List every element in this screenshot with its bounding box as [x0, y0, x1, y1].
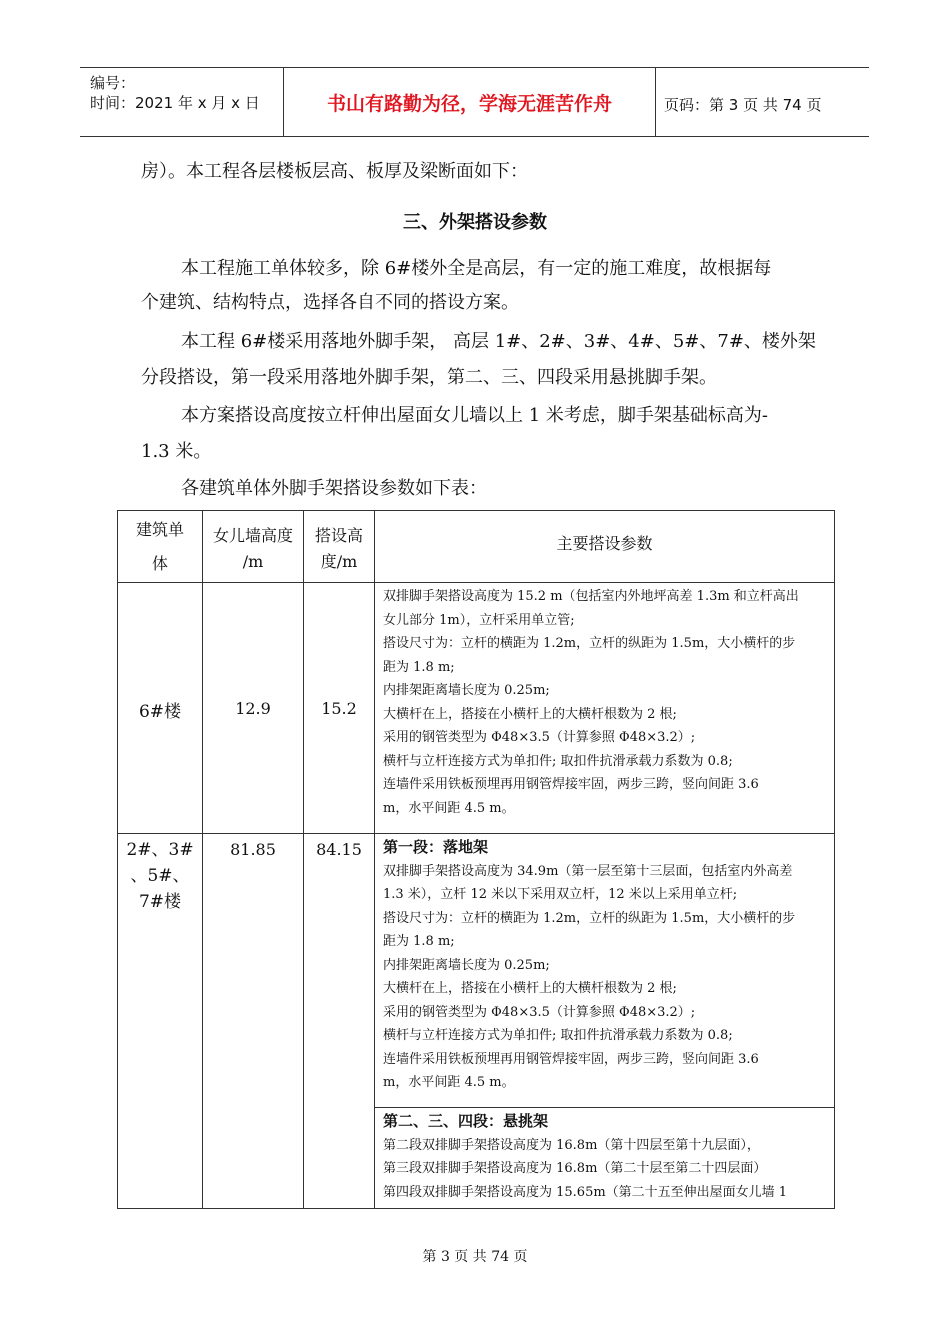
- code-label: 编号：: [90, 74, 136, 92]
- param-line: 采用的钢管类型为 Φ48×3.5（计算参照 Φ48×3.2）;: [383, 730, 696, 745]
- text-line: 分段搭设，第一段采用落地外脚手架，第二、三、四段采用悬挑脚手架。: [141, 367, 717, 388]
- param-line: 双排脚手架搭设高度为 34.9m（第一层至第十三层面，包括室内外高差: [383, 863, 793, 879]
- text-line: 个建筑、结构特点，选择各自不同的搭设方案。: [141, 292, 519, 313]
- header-meta: [80, 68, 284, 136]
- param-line: 1.3 米），立杆 12 米以下采用双立杆，12 米以上采用单立杆;: [383, 887, 738, 902]
- header-motto: 书山有路勤为径，学海无涯苦作舟: [284, 68, 656, 136]
- header-erection-height: 搭设高 度/m: [314, 526, 363, 571]
- param-line: 第三段双排脚手架搭设高度为 16.8m（第二十层至第二十四层面）: [383, 1161, 767, 1176]
- param-line: 连墙件采用铁板预埋再用钢管焊接牢固，两步三跨，竖向间距 3.6: [383, 777, 759, 792]
- param-line: 搭设尺寸为：立杆的横距为 1.2m，立杆的纵距为 1.5m，大小横杆的步: [383, 910, 796, 926]
- page-header: [80, 67, 869, 137]
- param-line: 内排架距离墙长度为 0.25m;: [383, 683, 550, 698]
- page-footer: 第 3 页 共 74 页: [422, 1249, 528, 1265]
- text-line: 本工程施工单体较多，除 6#楼外全是高层，有一定的施工难度，故根据每: [181, 258, 772, 279]
- param-line: 第四段双排脚手架搭设高度为 15.65m（第二十五至伸出屋面女儿墙 1: [383, 1184, 788, 1200]
- cell-params: [383, 585, 833, 820]
- cell-params-segment-2: [383, 1110, 833, 1204]
- param-line: 双排脚手架搭设高度为 15.2 m（包括室内外地坪高差 1.3m 和立杆高出: [383, 589, 799, 604]
- param-line: 大横杆在上，搭接在小横杆上的大横杆根数为 2 根;: [383, 981, 677, 996]
- header-page-info: 页码：第 3 页 共 74 页: [664, 96, 822, 114]
- header-main-params: 主要搭设参数: [556, 534, 653, 553]
- param-line: 连墙件采用铁板预埋再用钢管焊接牢固，两步三跨，竖向间距 3.6: [383, 1051, 759, 1067]
- text-line: 本方案搭设高度按立杆伸出屋面女儿墙以上 1 米考虑，脚手架基础标高为-: [181, 405, 768, 426]
- cell-parapet: 81.85: [230, 840, 276, 859]
- segment-title: 第一段：落地架: [383, 838, 489, 856]
- param-line: 横杆与立杆连接方式为单扣件; 取扣件抗滑承载力系数为 0.8;: [383, 1028, 733, 1043]
- param-line: 距为 1.8 m;: [383, 659, 455, 675]
- param-line: m，水平间距 4.5 m。: [383, 1075, 515, 1090]
- cell-building: 6#楼: [138, 702, 182, 722]
- cell-height: 84.15: [316, 840, 362, 859]
- cell-params-segment-1: [383, 836, 833, 1095]
- param-line: 横杆与立杆连接方式为单扣件; 取扣件抗滑承载力系数为 0.8;: [383, 753, 733, 769]
- time-label: 时间：2021 年 x 月 x 日: [90, 94, 260, 112]
- param-line: 采用的钢管类型为 Φ48×3.5（计算参照 Φ48×3.2）;: [383, 1004, 696, 1020]
- header-building: 建筑单 体: [135, 520, 184, 573]
- text-line: 1.3 米。: [141, 441, 212, 462]
- text-line: 房）。本工程各层楼板层高、板厚及梁断面如下：: [141, 161, 528, 182]
- cell-parapet: 12.9: [235, 699, 271, 718]
- param-line: m，水平间距 4.5 m。: [383, 800, 515, 816]
- param-line: 大横杆在上，搭接在小横杆上的大横杆根数为 2 根;: [383, 706, 677, 722]
- scaffold-parameter-table: [117, 510, 835, 1209]
- header-parapet-height: 女儿墙高度 /m: [212, 526, 293, 571]
- cell-height: 15.2: [321, 699, 357, 718]
- param-line: 搭设尺寸为：立杆的横距为 1.2m，立杆的纵距为 1.5m，大小横杆的步: [383, 636, 796, 651]
- param-line: 内排架距离墙长度为 0.25m;: [383, 957, 550, 973]
- param-line: 女儿部分 1m），立杆采用单立管;: [383, 612, 575, 628]
- text-line: 本工程 6#楼采用落地外脚手架， 高层 1#、2#、3#、4#、5#、7#、楼外架: [181, 331, 816, 352]
- section-title: 三、外架搭设参数: [403, 212, 547, 233]
- text-line: 各建筑单体外脚手架搭设参数如下表：: [181, 478, 487, 499]
- param-line: 第二段双排脚手架搭设高度为 16.8m（第十四层至第十九层面），: [383, 1137, 760, 1153]
- param-line: 距为 1.8 m;: [383, 934, 455, 949]
- cell-building: 2#、3# 、5#、 7#楼: [126, 840, 194, 912]
- segment-title: 第二、三、四段：悬挑架: [383, 1112, 549, 1130]
